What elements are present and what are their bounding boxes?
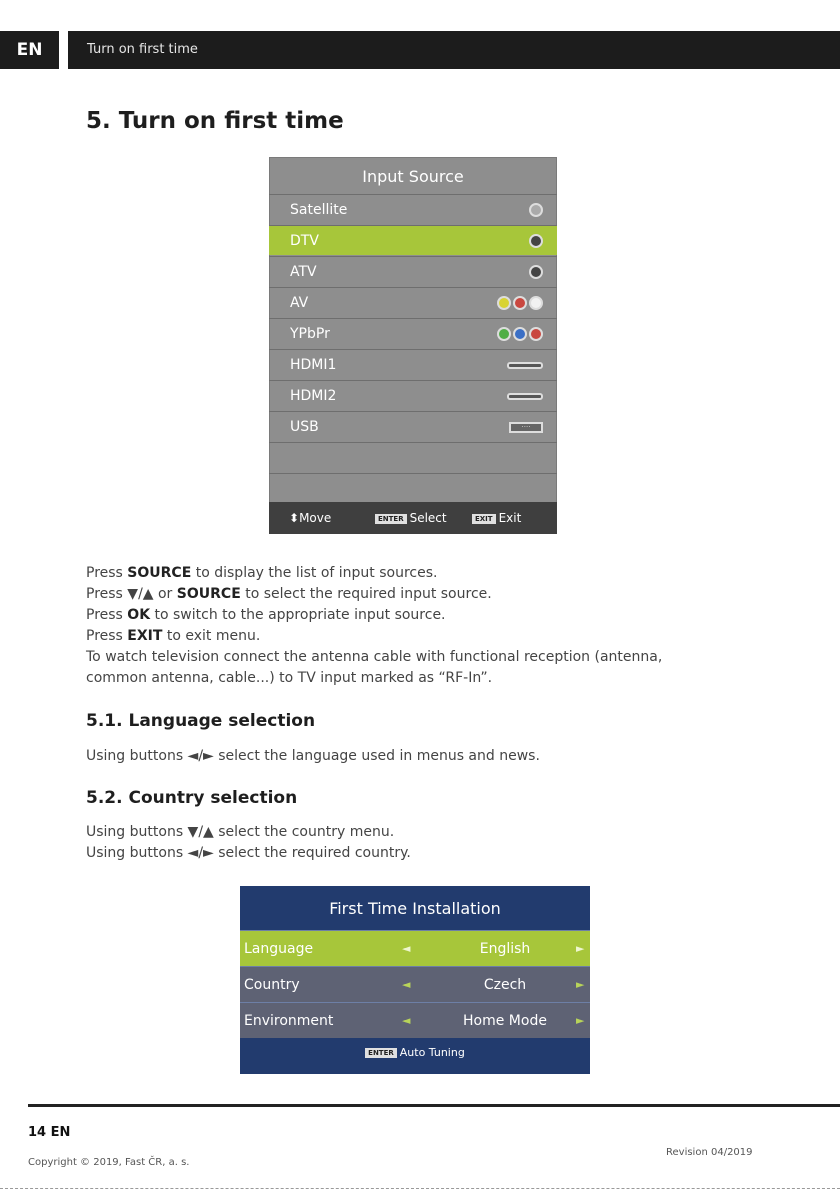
move-hint: Move — [299, 511, 332, 525]
fti-row-value: Czech — [483, 977, 527, 993]
exit-key-icon: EXIT — [472, 514, 496, 524]
source-item-label: AV — [290, 295, 309, 311]
breadcrumb: Turn on first time — [87, 42, 198, 57]
first-time-installation-screenshot — [240, 886, 590, 1074]
fti-row-country[interactable] — [240, 966, 590, 1002]
source-item-hdmi2[interactable] — [269, 380, 557, 410]
fti-row-label: Environment — [244, 1013, 334, 1029]
input-source-screenshot — [269, 157, 557, 534]
coax-connector-icon — [529, 257, 543, 287]
arrow-left-icon[interactable]: ◄ — [402, 942, 411, 955]
section-language-text: Using buttons ◄/► select the language used in menus and news. — [86, 748, 540, 764]
input-source-footer — [269, 502, 557, 534]
component-connectors-icon — [497, 319, 543, 349]
header-bar — [0, 31, 840, 69]
source-item-label: HDMI1 — [290, 357, 337, 373]
select-hint: Select — [409, 511, 447, 525]
rca-connectors-icon — [497, 288, 543, 318]
revision: Revision 04/2019 — [666, 1147, 753, 1158]
source-item-label: USB — [290, 419, 319, 435]
fti-row-environment[interactable] — [240, 1002, 590, 1038]
source-item-satellite[interactable] — [269, 194, 557, 224]
fti-row-label: Language — [244, 941, 314, 957]
coax-connector-icon — [529, 226, 543, 256]
page-title: 5. Turn on first time — [86, 108, 344, 134]
source-item-empty — [269, 473, 557, 503]
copyright: Copyright © 2019, Fast ČR, a. s. — [28, 1157, 190, 1168]
usb-port-icon: ···· — [509, 412, 543, 442]
source-item-atv[interactable] — [269, 256, 557, 286]
source-item-label: ATV — [290, 264, 317, 280]
footer-rule — [28, 1104, 840, 1107]
arrow-left-icon[interactable]: ◄ — [402, 1014, 411, 1027]
enter-key-icon: ENTER — [365, 1048, 397, 1058]
page-number: 14 EN — [28, 1125, 71, 1140]
enter-key-icon: ENTER — [375, 514, 407, 524]
page-edge — [0, 1188, 840, 1189]
exit-hint: Exit — [498, 511, 522, 525]
arrow-right-icon[interactable]: ► — [576, 942, 585, 955]
source-item-empty — [269, 442, 557, 472]
source-item-ypbpr[interactable] — [269, 318, 557, 348]
hdmi-port-icon — [507, 350, 543, 380]
source-item-label: HDMI2 — [290, 388, 337, 404]
fti-title: First Time Installation — [329, 899, 501, 918]
fti-row-language[interactable] — [240, 930, 590, 966]
source-item-label: YPbPr — [290, 326, 330, 342]
input-source-title: Input Source — [362, 167, 464, 186]
arrow-right-icon[interactable]: ► — [576, 978, 585, 991]
source-item-label: DTV — [290, 233, 319, 249]
source-item-label: Satellite — [290, 202, 348, 218]
fti-footer — [240, 1046, 590, 1059]
auto-tuning-hint: Auto Tuning — [399, 1046, 465, 1059]
satellite-connector-icon — [529, 195, 543, 225]
section-country-text: Using buttons ▼/▲ select the country menu. Using buttons ◄/► select the required country. — [86, 824, 411, 861]
instructions: Press SOURCE to display the list of input sources. Press ▼/▲ or SOURCE to select the required input source. Press OK to switch to the appropriate input source. Press EXIT to exit menu. To watch television connect the antenna cable with functional reception (antenna, common antenna, cable...) to TV input marked as “RF-In”. — [86, 565, 663, 686]
fti-row-value: English — [479, 941, 531, 957]
arrow-left-icon[interactable]: ◄ — [402, 978, 411, 991]
section-language-title: 5.1. Language selection — [86, 711, 316, 731]
source-item-dtv[interactable] — [269, 225, 557, 255]
hdmi-port-icon — [507, 381, 543, 411]
source-item-usb[interactable] — [269, 411, 557, 441]
language-badge: EN — [0, 31, 68, 69]
source-item-av[interactable] — [269, 287, 557, 317]
fti-row-label: Country — [244, 977, 300, 993]
arrow-right-icon[interactable]: ► — [576, 1014, 585, 1027]
up-down-arrows-icon: ⬍ — [289, 511, 300, 525]
section-country-title: 5.2. Country selection — [86, 788, 298, 808]
fti-row-value: Home Mode — [463, 1013, 547, 1029]
source-item-hdmi1[interactable] — [269, 349, 557, 379]
